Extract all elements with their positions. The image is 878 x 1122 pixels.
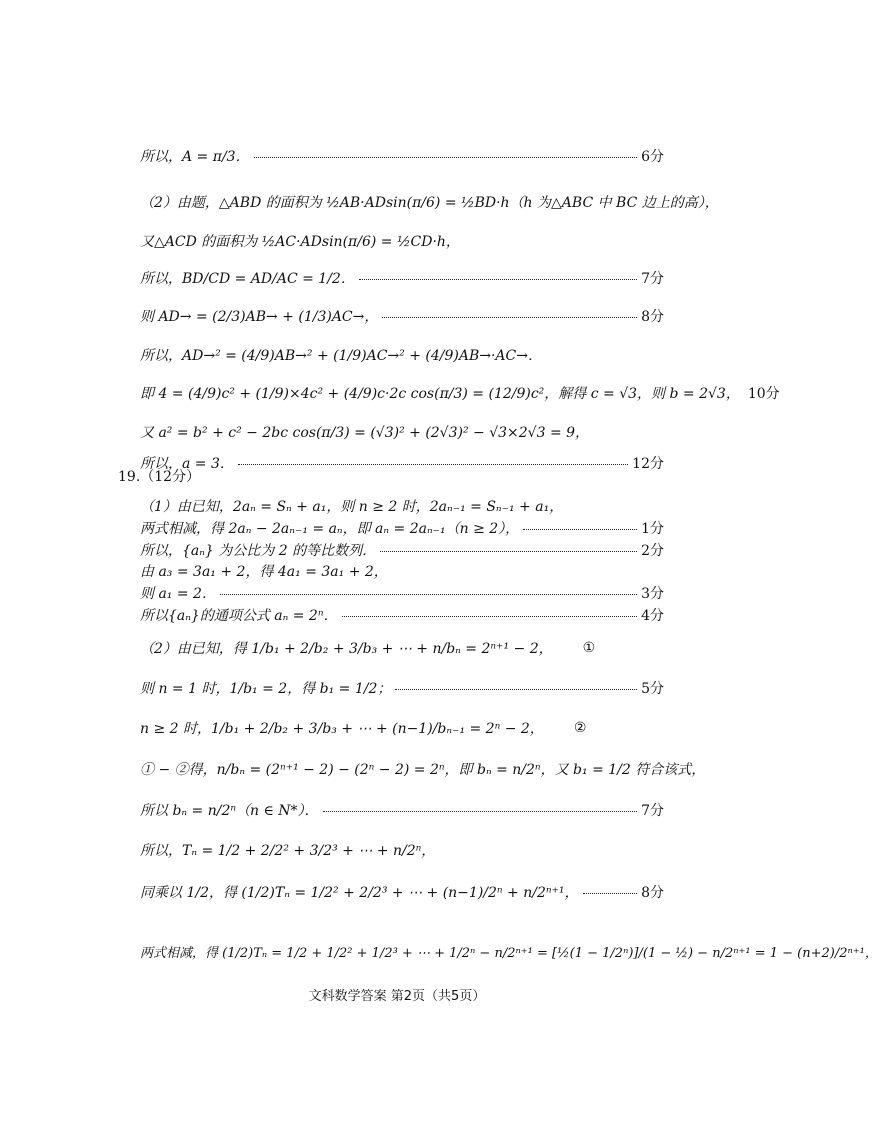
score-label: 1分 <box>641 521 664 537</box>
answer-line <box>140 882 664 902</box>
answer-line <box>140 231 664 251</box>
answer-line <box>140 840 664 860</box>
line-text: 又 a² = b² + c² − 2bc cos(π/3) = (√3)² + (2√3)² − √3×2√3 = 9， <box>140 425 590 441</box>
line-text: 两式相减，得 (1/2)Tₙ = 1/2 + 1/2² + 1/2³ + ⋯ + 1/2ⁿ − n/2ⁿ⁺¹ = [½(1 − 1/2ⁿ)]/(1 − ½) − n/2ⁿ⁺¹ = 1 − (n+2)/2ⁿ⁺¹， <box>140 946 878 961</box>
answer-line <box>140 192 719 212</box>
line-text: 所以，AD→² = (4/9)AB→² + (1/9)AC→² + (4/9)AB→·AC→． <box>140 348 542 364</box>
equation-marker: ① <box>582 640 596 656</box>
answer-line <box>140 496 664 516</box>
answer-line <box>140 306 664 326</box>
answer-line <box>140 383 780 403</box>
score-label: 7分 <box>641 803 664 819</box>
answer-line <box>140 561 664 581</box>
score-label: 12分 <box>632 456 664 472</box>
answer-line <box>140 146 664 166</box>
line-text: （1）由已知，2aₙ = Sₙ + a₁，则 n ≥ 2 时，2aₙ₋₁ = Sₙ₋₁ + a₁， <box>140 499 564 515</box>
line-text: 所以，A = π/3． <box>140 149 250 165</box>
line-text: 所以{aₙ}的通项公式 aₙ = 2ⁿ． <box>140 608 338 624</box>
answer-line <box>140 268 664 288</box>
line-text: 同乘以 1/2，得 (1/2)Tₙ = 1/2² + 2/2³ + ⋯ + (n−1)/2ⁿ + n/2ⁿ⁺¹， <box>140 885 579 901</box>
answer-line <box>140 583 664 603</box>
answer-line <box>140 800 664 820</box>
answer-line <box>140 759 706 779</box>
line-text: 所以，a = 3． <box>140 456 234 472</box>
answer-line <box>140 540 664 560</box>
line-text: 所以，{aₙ} 为公比为 2 的等比数列． <box>140 543 377 559</box>
line-text: 则 a₁ = 2． <box>140 586 216 602</box>
equation-marker: ② <box>573 720 587 736</box>
line-text: 所以，BD/CD = AD/AC = 1/2． <box>140 271 355 287</box>
score-label: 6分 <box>641 149 664 165</box>
dot-leader <box>583 893 638 894</box>
score-label: 4分 <box>641 608 664 624</box>
answer-line <box>140 718 664 738</box>
line-text: 则 AD→ = (2/3)AB→ + (1/3)AC→， <box>140 309 379 325</box>
dot-leader <box>238 464 628 465</box>
question-number: 19.（12分） <box>118 469 201 485</box>
dot-leader <box>323 811 638 812</box>
answer-line <box>140 605 664 625</box>
answer-line <box>140 518 664 538</box>
line-text: （2）由已知，得 1/b₁ + 2/b₂ + 3/b₃ + ⋯ + n/bₙ = 2ⁿ⁺¹ − 2， <box>140 641 553 657</box>
score-label: 8分 <box>641 309 664 325</box>
dot-leader <box>523 529 637 530</box>
line-text: 则 n = 1 时，1/b₁ = 2，得 b₁ = 1/2； <box>140 681 392 697</box>
line-text: ① − ②得，n/bₙ = (2ⁿ⁺¹ − 2) − (2ⁿ − 2) = 2ⁿ，即 bₙ = n/2ⁿ，又 b₁ = 1/2 符合该式， <box>140 762 706 778</box>
line-text: 即 4 = (4/9)c² + (1/9)×4c² + (4/9)c·2c cos(π/3) = (12/9)c²，解得 c = √3，则 b = 2√3， <box>140 386 740 402</box>
dot-leader <box>220 594 637 595</box>
line-text: 又△ACD 的面积为 ½AC·ADsin(π/6) = ½CD·h， <box>140 234 460 250</box>
score-label: 7分 <box>641 271 664 287</box>
dot-leader <box>380 551 637 552</box>
line-text: 两式相减，得 2aₙ − 2aₙ₋₁ = aₙ，即 aₙ = 2aₙ₋₁（n ≥ 2）， <box>140 521 520 537</box>
line-text: n ≥ 2 时，1/b₁ + 2/b₂ + 3/b₃ + ⋯ + (n−1)/bₙ₋₁ = 2ⁿ − 2， <box>140 721 544 737</box>
line-text: 由 a₃ = 3a₁ + 2，得 4a₁ = 3a₁ + 2， <box>140 564 388 580</box>
page-footer: 文科数学答案 第2页（共5页） <box>308 989 486 1004</box>
score-label: 2分 <box>641 543 664 559</box>
score-label: 3分 <box>641 586 664 602</box>
dot-leader <box>359 279 637 280</box>
line-text: 所以，Tₙ = 1/2 + 2/2² + 3/2³ + ⋯ + n/2ⁿ， <box>140 843 436 859</box>
answer-line <box>140 453 664 473</box>
answer-line <box>140 638 664 658</box>
score-label: 8分 <box>641 885 664 901</box>
answer-line <box>140 942 878 961</box>
line-text: （2）由题，△ABD 的面积为 ½AB·ADsin(π/6) = ½BD·h（h 为△ABC 中 BC 边上的高）， <box>140 195 719 211</box>
dot-leader <box>254 157 638 158</box>
answer-line <box>140 422 664 442</box>
dot-leader <box>382 317 637 318</box>
line-text: 所以 bₙ = n/2ⁿ（n ∈ N*）． <box>140 803 319 819</box>
answer-line <box>140 345 664 365</box>
dot-leader <box>395 689 637 690</box>
score-label: 5分 <box>641 681 664 697</box>
answer-line <box>140 678 664 698</box>
score-label: 10分 <box>747 386 780 402</box>
dot-leader <box>342 616 638 617</box>
